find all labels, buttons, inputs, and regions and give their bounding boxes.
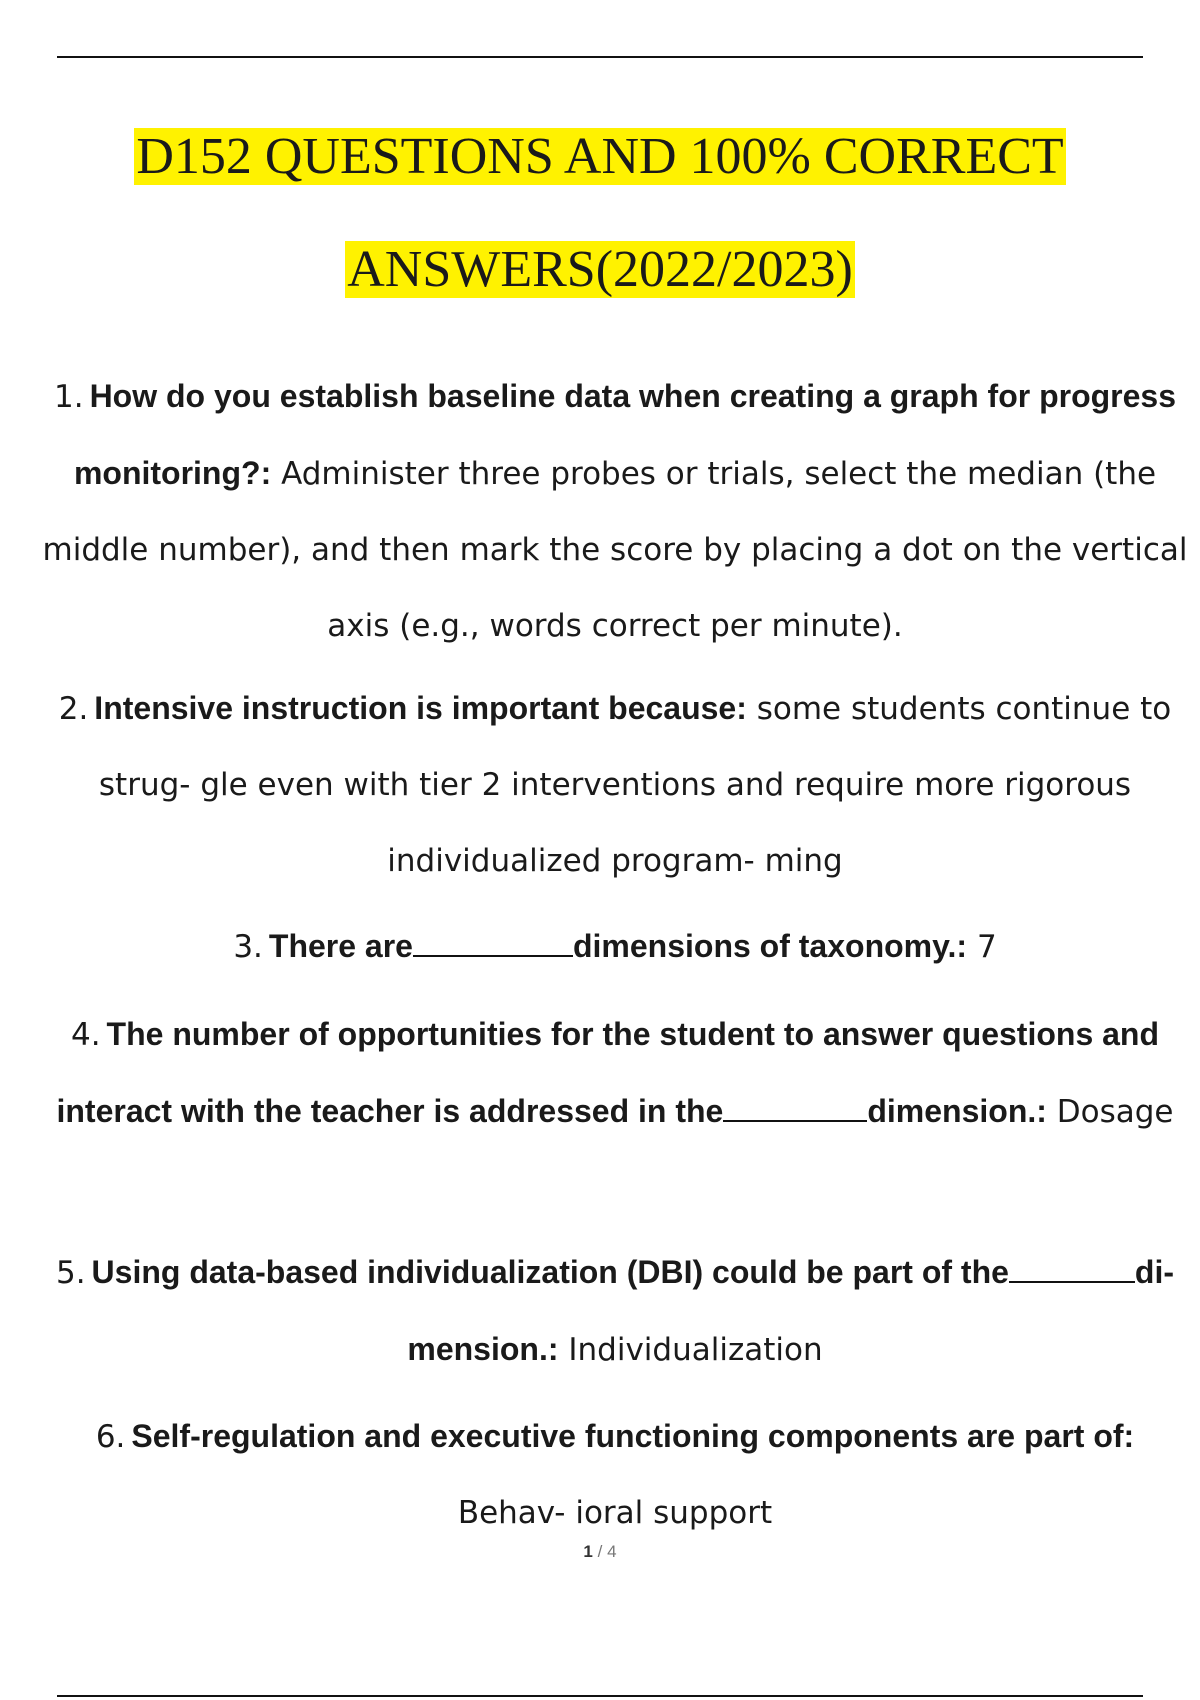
question-text-continued: dimensions of taxonomy.: xyxy=(572,928,968,964)
question-item xyxy=(40,1234,1190,1388)
question-number: 3. xyxy=(233,929,263,965)
question-item xyxy=(40,908,1190,985)
document-title-line-1: D152 QUESTIONS AND 100% CORRECT xyxy=(136,128,1064,185)
question-text-continued: di- mension.: xyxy=(407,1254,1175,1367)
question-number: 6. xyxy=(95,1419,126,1455)
answer-text: Behav- ioral support xyxy=(457,1495,773,1531)
answer-text: Dosage xyxy=(1056,1094,1174,1130)
question-item xyxy=(40,996,1190,1150)
question-text: The number of opportunities for the student to answer questions and interact with the teacher is addressed in the xyxy=(56,1016,1160,1129)
question-number: 5. xyxy=(55,1255,86,1291)
answer-text: Individualization xyxy=(568,1332,823,1368)
question-item xyxy=(40,670,1190,899)
answer-text: 7 xyxy=(976,929,997,965)
question-text: Self-regulation and executive functioning components are part of: xyxy=(131,1418,1135,1454)
answer-text: some students continue to strug- gle even with tier 2 interventions and require more rigorous individualized program- ming xyxy=(98,691,1172,879)
question-number: 1. xyxy=(53,379,84,415)
current-page: 1 xyxy=(583,1542,593,1561)
fill-in-blank xyxy=(413,933,573,957)
question-text-continued: dimension.: xyxy=(867,1093,1047,1129)
answer-text: Administer three probes or trials, select the median (the middle number), and then mark the score by placing a dot on the vertical axis (e.g., words correct per minute). xyxy=(42,456,1188,644)
top-rule xyxy=(57,56,1143,58)
question-text: How do you establish baseline data when creating a graph for progress monitoring?: xyxy=(73,378,1177,491)
page-separator: / xyxy=(597,1542,603,1561)
question-text: Using data-based individualization (DBI) could be part of the xyxy=(91,1254,1009,1290)
question-item xyxy=(40,1398,1190,1551)
fill-in-blank xyxy=(723,1098,867,1122)
question-text: There are xyxy=(268,928,413,964)
total-pages: 4 xyxy=(607,1542,617,1561)
question-item xyxy=(40,358,1190,664)
document-title-line-2: ANSWERS(2022/2023) xyxy=(347,241,853,298)
fill-in-blank xyxy=(1009,1259,1135,1283)
question-number: 2. xyxy=(58,691,89,727)
page-indicator xyxy=(0,1542,1200,1562)
question-text: Intensive instruction is important because: xyxy=(94,690,747,726)
question-number: 4. xyxy=(70,1017,101,1053)
bottom-rule xyxy=(57,1695,1143,1697)
